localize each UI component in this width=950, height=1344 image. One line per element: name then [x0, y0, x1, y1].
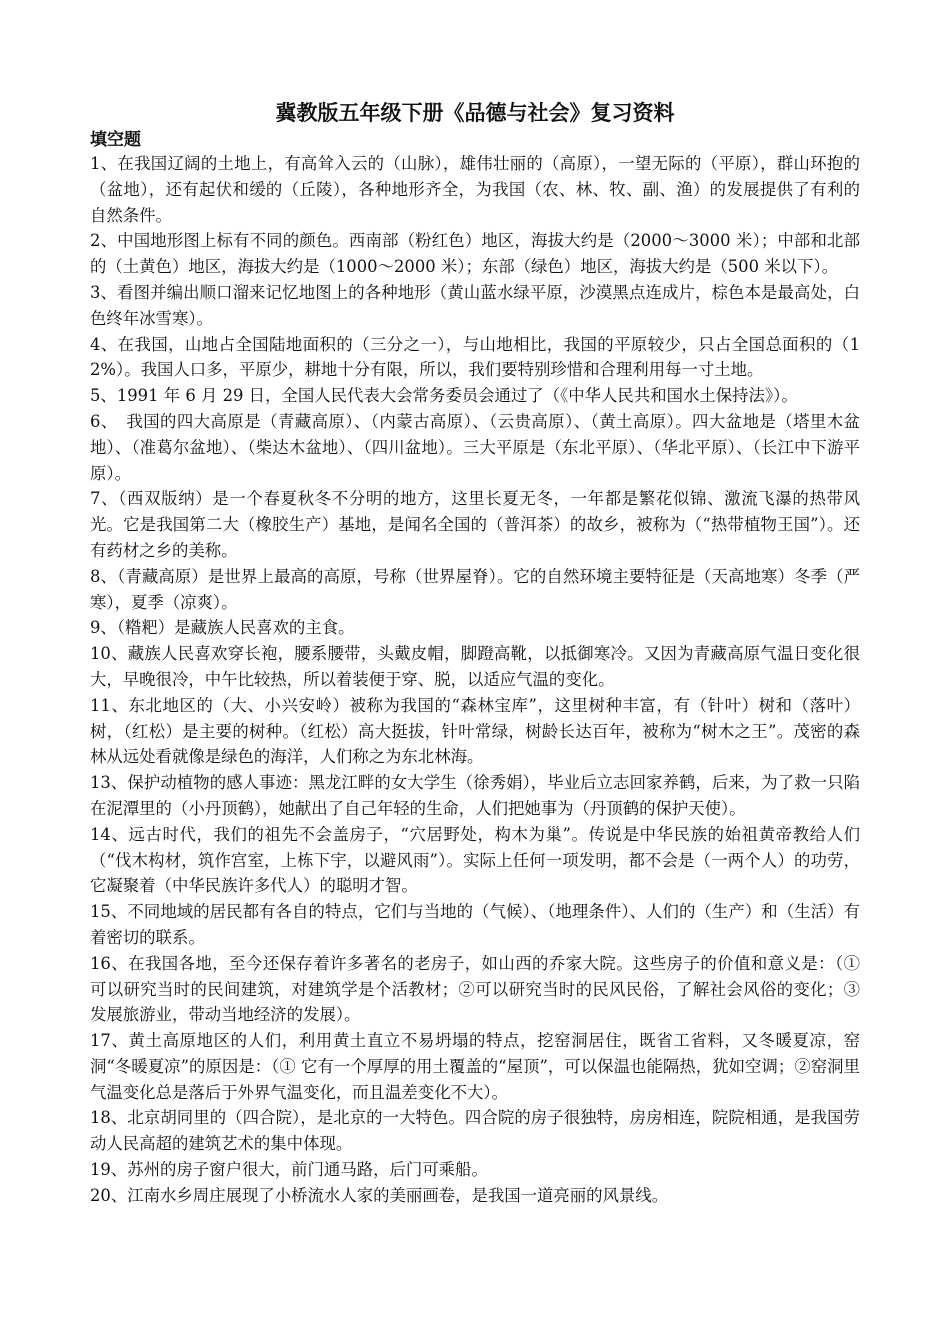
section-heading: 填空题 [90, 130, 141, 150]
question-11: 11、东北地区的（大、小兴安岭）被称为我国的“森林宝库”，这里树种丰富，有（针叶）树和（落叶）树，（红松）是主要的树种。（红松）高大挺拔，针叶常绿，树龄长达百年，被称为“树木之王”。茂密的森林从远处看就像是绿色的海洋，人们称之为东北林海。 [90, 695, 860, 767]
question-13: 13、保护动植物的感人事迹：黑龙江畔的女大学生（徐秀娟），毕业后立志回家养鹤，后来，为了救一只陷在泥潭里的（小丹顶鹤），她献出了自己年轻的生命，人们把她事为（丹顶鹤的保护天使）。 [90, 773, 860, 818]
question-20: 20、江南水乡周庄展现了小桥流水人家的美丽画卷，是我国一道亮丽的风景线。 [90, 1185, 669, 1205]
question-2: 2、中国地形图上标有不同的颜色。西南部（粉红色）地区，海拔大约是（2000～3000 米）；中部和北部的（土黄色）地区，海拔大约是（1000～2000 米）；东部（绿色）地区，海拔大约是（500 米以下）。 [90, 231, 860, 277]
question-5: 5、1991 年 6 月 29 日，全国人民代表大会常务委员会通过了（《中华人民共和国水土保持法》）。 [90, 386, 798, 406]
question-15: 15、不同地域的居民都有各自的特点，它们与当地的（气候）、（地理条件）、人们的（生产）和（生活）有着密切的联系。 [90, 902, 860, 947]
question-8: 8、（青藏高原）是世界上最高的高原，号称（世界屋脊）。它的自然环境主要特征是（天高地寒）冬季（严寒），夏季（凉爽）。 [90, 566, 860, 612]
question-17: 17、黄土高原地区的人们，利用黄土直立不易坍塌的特点，挖窑洞居住，既省工省料，又冬暖夏凉，窑洞“冬暖夏凉”的原因是：（① 它有一个厚厚的用土覆盖的“屋顶”，可以保温也能隔热，犹如空调；②窑洞里气温变化总是落后于外界气温变化，而且温差变化不大）。 [90, 1031, 860, 1102]
question-6: 6、 我国的四大高原是（青藏高原）、（内蒙古高原）、（云贵高原）、（黄土高原）。四大盆地是（塔里木盆地）、（准葛尔盆地）、（柴达木盆地）、（四川盆地）。三大平原是（东北平原）、（华北平原）、（长江中下游平原）。 [90, 411, 860, 483]
document-title: 冀教版五年级下册《品德与社会》复习资料 [275, 101, 675, 125]
question-list [90, 151, 860, 1209]
question-10: 10、藏族人民喜欢穿长袍，腰系腰带，头戴皮帽，脚蹬高靴，以抵御寒冷。又因为青藏高原气温日变化很大，早晚很冷，中午比较热，所以着装便于穿、脱，以适应气温的变化。 [90, 644, 860, 689]
question-16: 16、在我国各地，至今还保存着许多著名的老房子，如山西的乔家大院。这些房子的价值和意义是：（① 可以研究当时的民间建筑，对建筑学是个活教材；②可以研究当时的民风民俗，了解社会风俗的变化；③发展旅游业，带动当地经济的发展）。 [90, 953, 860, 1025]
question-14: 14、远古时代，我们的祖先不会盖房子，“穴居野处，构木为巢”。传说是中华民族的始祖黄帝教给人们（“伐木构材，筑作宫室，上栋下宇，以避风雨”）。实际上任何一项发明，都不会是（一两个人）的功劳，它凝聚着（中华民族许多代人）的聪明才智。 [90, 824, 860, 896]
question-9: 9、（糌粑）是藏族人民喜欢的主食。 [90, 618, 355, 638]
question-1: 1、在我国辽阔的土地上，有高耸入云的（山脉），雄伟壮丽的（高原），一望无际的（平原），群山环抱的（盆地），还有起伏和缓的（丘陵），各种地形齐全，为我国（农、林、牧、副、渔）的发展提供了有利的自然条件。 [90, 154, 860, 225]
question-7: 7、（西双版纳）是一个春夏秋冬不分明的地方，这里长夏无冬，一年都是繁花似锦、激流飞瀑的热带风光。它是我国第二大（橡胶生产）基地，是闻名全国的（普洱茶）的故乡，被称为（“热带植物王国”）。还有药材之乡的美称。 [90, 489, 860, 560]
question-4: 4、在我国，山地占全国陆地面积的（三分之一），与山地相比，我国的平原较少，只占全国总面积的（12%）。我国人口多，平原少，耕地十分有限，所以，我们要特别珍惜和合理利用每一寸土地。 [90, 334, 860, 380]
question-18: 18、北京胡同里的（四合院），是北京的一大特色。四合院的房子很独特，房房相连，院院相通，是我国劳动人民高超的建筑艺术的集中体现。 [90, 1108, 860, 1154]
question-3: 3、看图并编出顺口溜来记忆地图上的各种地形（黄山蓝水绿平原，沙漠黑点连成片，棕色本是最高处，白色终年冰雪寒）。 [90, 282, 860, 328]
question-19: 19、苏州的房子窗户很大，前门通马路，后门可乘船。 [90, 1160, 488, 1180]
